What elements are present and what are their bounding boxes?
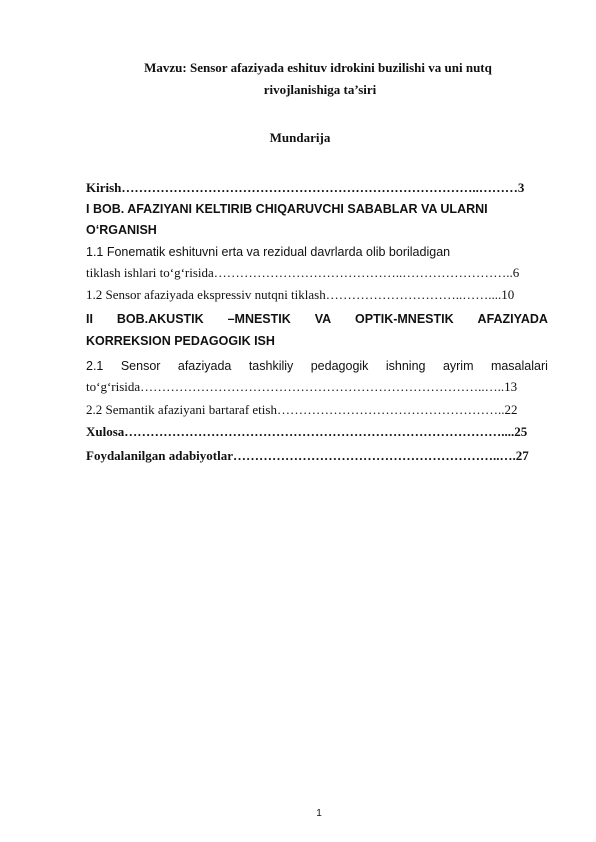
toc-section-2-1-word: masalalari xyxy=(490,359,548,373)
toc-section-2-1-word: ayrim xyxy=(442,359,474,373)
toc-chapter-1-line-1: I BOB. AFAZIYANI KELTIRIB CHIQARUVCHI SABABLAR VA ULARNI xyxy=(86,202,488,216)
document-title-line-1: Mavzu: Sensor afaziyada eshituv idrokini buzilishi va uni nutq xyxy=(144,60,492,75)
toc-section-2-1-line-2: to‘g‘risida……………………………………………………………………..…..13 xyxy=(86,379,518,394)
toc-chapter-2-word: VA xyxy=(314,312,332,326)
page-number: 1 xyxy=(316,808,322,819)
toc-section-2-1-word: ishning xyxy=(385,359,426,373)
toc-section-2-1-word: Sensor xyxy=(120,359,161,373)
toc-chapter-1-line-2: O‘RGANISH xyxy=(86,223,157,237)
toc-section-1-2: 1.2 Sensor afaziyada ekspressiv nutqni tiklash…………………………..……....10 xyxy=(86,287,515,302)
toc-section-1-1-line-2: tiklash ishlari to‘g‘risida……………………………………..……………………..6 xyxy=(86,265,520,280)
toc-entry-conclusion: Xulosa……………………………………………………………………………....25 xyxy=(86,424,528,439)
toc-chapter-2-word: OPTIK-MNESTIK xyxy=(355,312,454,326)
toc-chapter-2-line-2: KORREKSION PEDAGOGIK ISH xyxy=(86,334,275,348)
toc-section-2-1-word: 2.1 xyxy=(86,359,104,373)
toc-chapter-2-line-1 xyxy=(86,309,548,329)
toc-chapter-2-word: II xyxy=(86,312,93,326)
toc-section-1-1-line-1: 1.1 Fonematik eshituvni erta va rezidual davrlarda olib boriladigan xyxy=(86,245,451,259)
toc-section-2-1-word: afaziyada xyxy=(177,359,232,373)
toc-chapter-2-word: –MNESTIK xyxy=(227,312,291,326)
contents-heading: Mundarija xyxy=(269,130,331,145)
document-title-line-2: rivojlanishiga ta’siri xyxy=(263,82,377,97)
toc-section-2-2: 2.2 Semantik afaziyani bartaraf etish……………………………………………..22 xyxy=(86,402,518,417)
toc-entry-intro: Kirish………………………………………………………………………..………3 xyxy=(86,180,525,195)
toc-section-2-1-word: pedagogik xyxy=(310,359,369,373)
toc-section-2-1-word: tashkiliy xyxy=(248,359,294,373)
toc-section-2-1-line-1 xyxy=(86,356,548,376)
toc-chapter-2-word: BOB.AKUSTIK xyxy=(116,312,204,326)
toc-chapter-2-word: AFAZIYADA xyxy=(477,312,548,326)
toc-entry-references: Foydalanilgan adabiyotlar……………………………………………………..….27 xyxy=(86,448,529,463)
